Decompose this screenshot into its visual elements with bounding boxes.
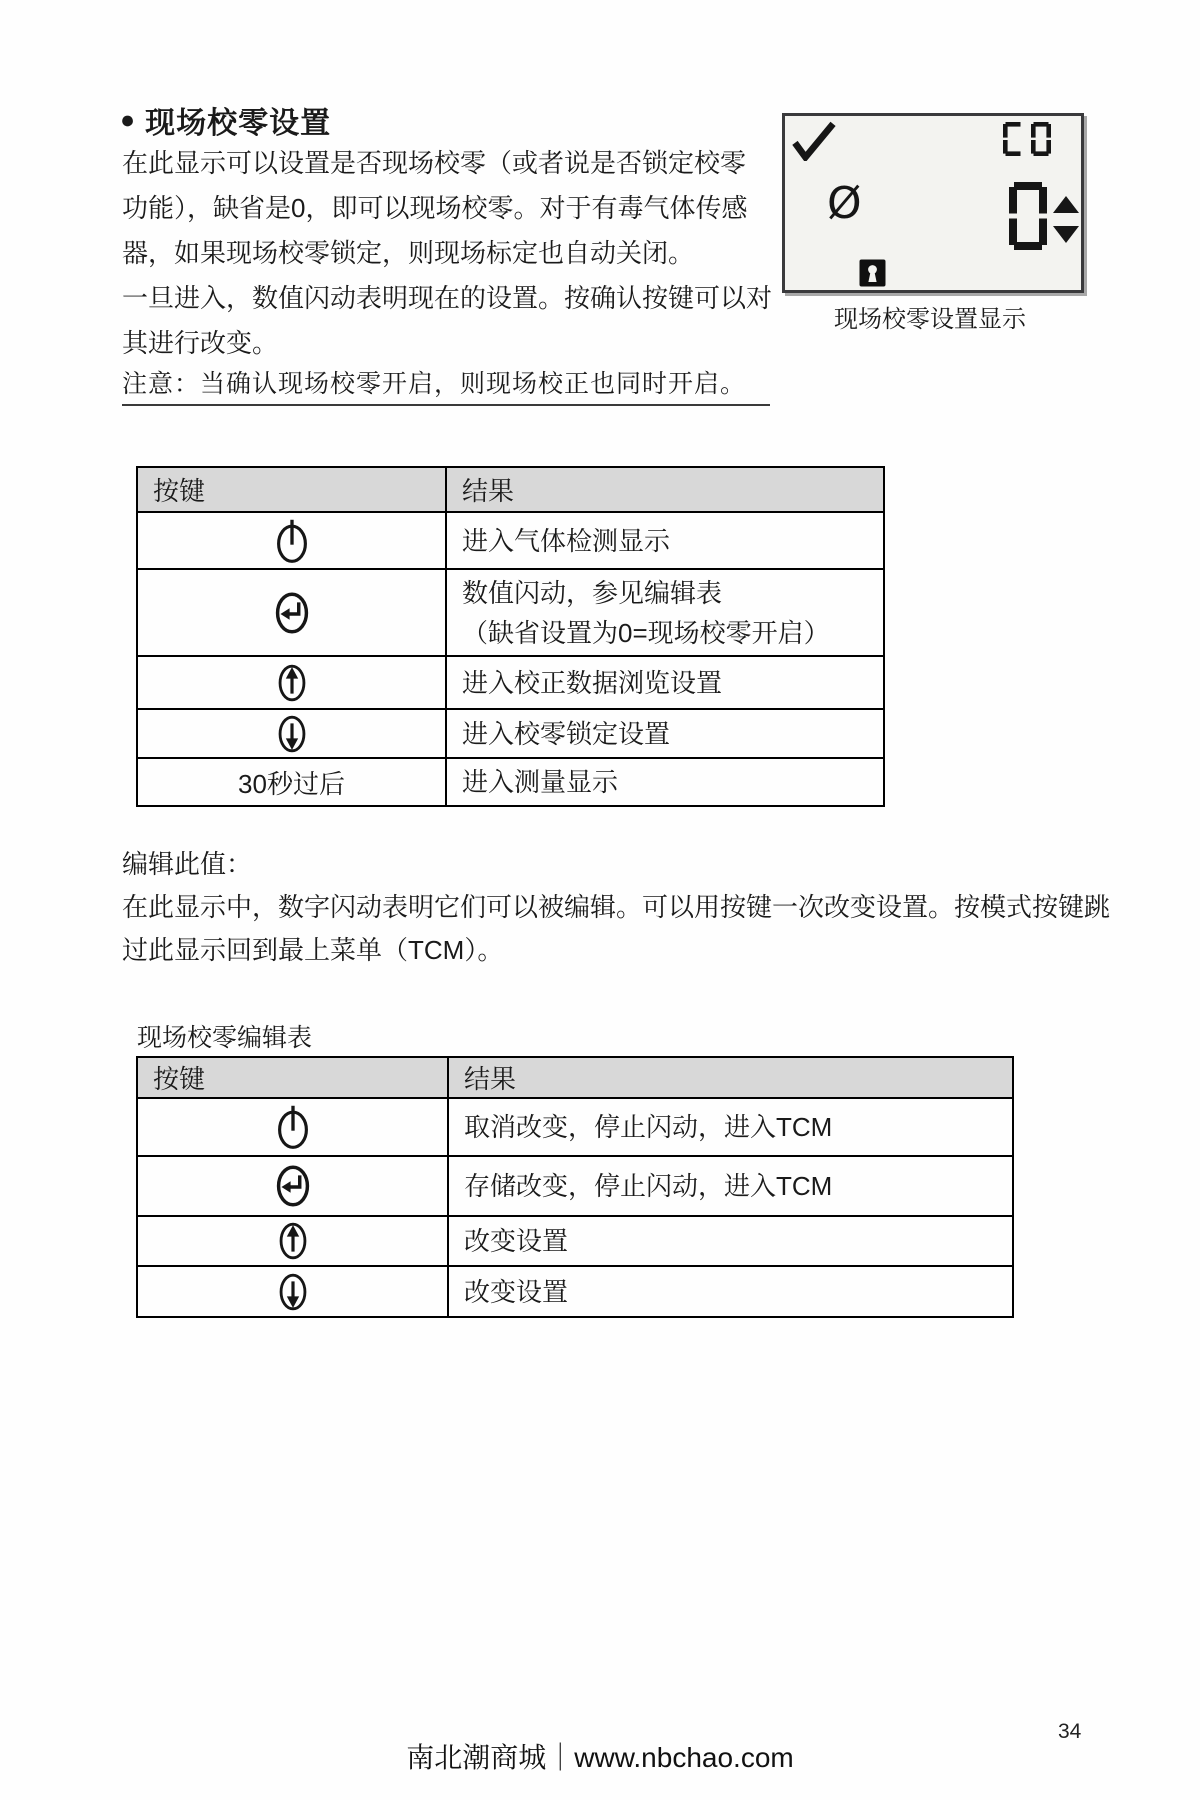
zero-suppress-symbol: Ø: [827, 178, 862, 229]
down-arrow-icon: [275, 1269, 311, 1315]
note-line: [122, 364, 770, 406]
footer-text: 南北潮商城｜www.nbchao.com: [406, 1742, 794, 1773]
table-row: [137, 1266, 1013, 1317]
table-row: [137, 1098, 1013, 1156]
table-row: [137, 1216, 1013, 1266]
result-text: 存储改变，停止闪动，进入TCM: [448, 1156, 1013, 1216]
lock-icon: [859, 259, 886, 287]
edit-table: [136, 1056, 1014, 1318]
header-key: 按键: [137, 467, 446, 512]
value-segment-display: [1009, 182, 1047, 250]
result-text: 数值闪动，参见编辑表: [462, 577, 723, 608]
note-text: 注意：当确认现场校零开启，则现场校正也同时开启。: [122, 364, 770, 406]
section-title-text: 现场校零设置: [145, 107, 332, 140]
enter-icon: [272, 588, 312, 638]
header-key: 按键: [137, 1057, 448, 1098]
result-text: 取消改变，停止闪动，进入TCM: [448, 1098, 1013, 1156]
page-number: 34: [1058, 1720, 1082, 1743]
intro-paragraph: [122, 141, 772, 366]
lcd-caption: 现场校零设置显示: [834, 306, 1026, 333]
table-row: [137, 758, 884, 806]
edit-paragraph: [122, 886, 1110, 972]
result-text: 进入气体检测显示: [446, 512, 884, 569]
enter-icon: [273, 1161, 313, 1211]
down-arrow-icon: [274, 711, 310, 757]
intro-line: 器，如果现场校零锁定，则现场标定也自动关闭。: [122, 238, 695, 268]
power-icon: [274, 1103, 312, 1151]
edit-line: 在此显示中，数字闪动表明它们可以被编辑。可以用按键一次改变设置。按模式按键跳: [122, 892, 1111, 922]
power-icon: [273, 517, 311, 565]
bullet-icon: ●: [120, 105, 137, 134]
result-text-line2: （缺省设置为0=现场校零开启）: [462, 617, 830, 648]
edit-heading: 编辑此值：: [122, 849, 253, 879]
lcd-display: [782, 113, 1084, 293]
result-text: 改变设置: [448, 1266, 1013, 1317]
edit-table-title: 现场校零编辑表: [137, 1024, 313, 1052]
table-row: [137, 709, 884, 758]
intro-line: 功能），缺省是0，即可以现场校零。对于有毒气体传感: [122, 193, 748, 223]
up-arrow-icon: [274, 660, 310, 706]
key-text: 30秒过后: [137, 758, 446, 806]
section-title: [120, 98, 331, 142]
edit-line: 过此显示回到最上菜单（TCM）。: [122, 935, 504, 965]
up-down-arrows-icon: [1053, 196, 1079, 244]
checkmark-icon: [791, 121, 837, 161]
table-header-row: [137, 1057, 1013, 1098]
table-row: [137, 656, 884, 709]
keys-result-table: [136, 466, 885, 807]
intro-line: 在此显示可以设置是否现场校零（或者说是否锁定校零: [122, 148, 747, 178]
up-arrow-icon: [275, 1218, 311, 1264]
table-row: [137, 1156, 1013, 1216]
table-row: [137, 512, 884, 569]
table-row: [137, 569, 884, 656]
header-result: 结果: [446, 467, 884, 512]
intro-line: 其进行改变。: [122, 328, 279, 358]
gas-label-segment-display: [1003, 122, 1053, 156]
result-text: 进入校正数据浏览设置: [446, 656, 884, 709]
intro-line: 一旦进入，数值闪动表明现在的设置。按确认按键可以对: [122, 283, 773, 313]
header-result: 结果: [448, 1057, 1013, 1098]
result-text: 改变设置: [448, 1216, 1013, 1266]
result-text: 进入测量显示: [446, 758, 884, 806]
table-header-row: [137, 467, 884, 512]
result-text: 进入校零锁定设置: [446, 709, 884, 758]
